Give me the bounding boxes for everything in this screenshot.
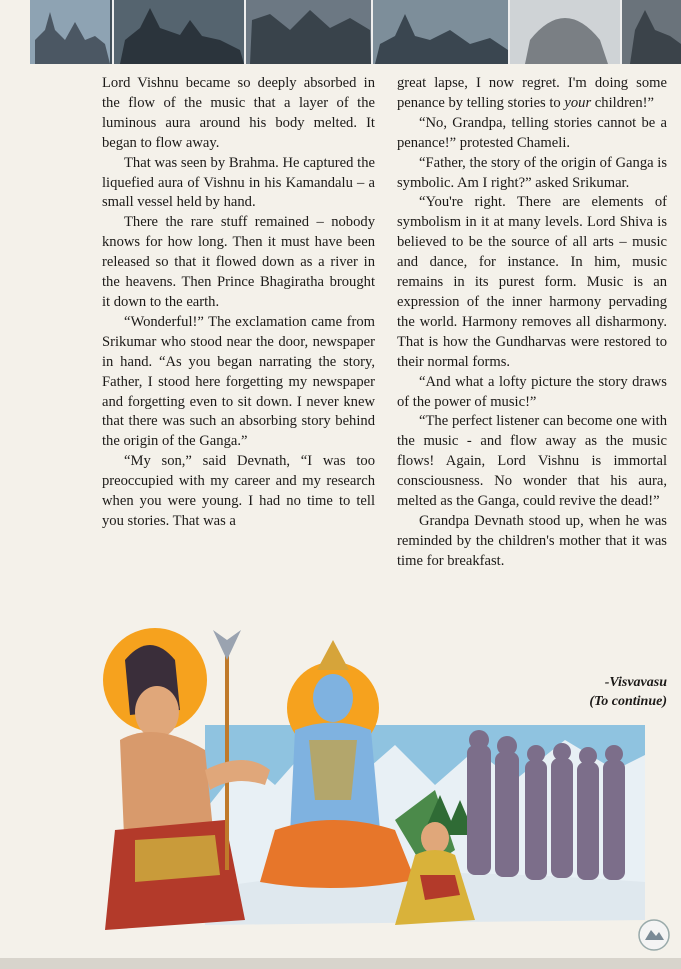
- paragraph: “And what a lofty picture the story draws of the power of music!”: [397, 373, 667, 410]
- deities-illustration-image: [95, 620, 655, 938]
- paragraph: “My son,” said Devnath, “I was too preoccupied with my career and my research when you were young. I had no time to tell you stories. That was a: [102, 453, 375, 529]
- right-text-column: [397, 74, 667, 572]
- author-name: -Visvavasu: [604, 675, 667, 690]
- header-photo-banner: [30, 0, 681, 64]
- paragraph: “You're right. There are elements of symbolism in it at many levels. Lord Shiva is believed to be the source of all arts – music and dance, for instance. In him, music remains in its purest form. Music is an expression of the inner harmony pervading the world. Harmony removes all disharmony. That is how the Gundharvas were restored to their normal forms.: [397, 194, 667, 370]
- paragraph: [397, 74, 667, 114]
- paragraph: “No, Grandpa, telling stories cannot be a penance!” protested Chameli.: [397, 114, 667, 151]
- publisher-logo: [637, 918, 671, 957]
- story-illustration: [95, 620, 655, 938]
- to-continue-note: (To continue): [589, 694, 667, 709]
- text-run: great lapse, I now regret. I'm doing some penance by telling stories to: [397, 75, 667, 111]
- paragraph: “Father, the story of the origin of Ganga is symbolic. Am I right?” asked Srikumar.: [397, 154, 667, 191]
- paragraph: “The perfect listener can become one with the music - and flow away as the music flows! Again, Lord Vishnu is immortal consciousness. No wonder that his aura, melted as the Ganga, could revive the dead!”: [397, 413, 667, 510]
- page-bottom-edge: [0, 958, 681, 969]
- paragraph: “Wonderful!” The exclamation came from Srikumar who stood near the door, newspaper in hand. “As you began narrating the story, Father, I stood here forgetting my newspaper and forgetting even to sit down. I never knew that there was such an absorbing story behind the origin of the Ganga.”: [102, 313, 375, 450]
- temple-skyline-image: [30, 0, 681, 64]
- left-text-column: [102, 74, 375, 532]
- paragraph: Lord Vishnu became so deeply absorbed in the flow of the music that a layer of the luminous aura around his body melted. It began to flow away.: [102, 75, 375, 151]
- paragraph: There the rare stuff remained – nobody knows for how long. Then it must have been released so that it flowed down as a river in the heavens. Then Prince Bhagiratha brought it down to the earth.: [102, 214, 375, 310]
- paragraph: Grandpa Devnath stood up, when he was reminded by the children's mother that it was time for breakfast.: [397, 512, 667, 569]
- logo-icon: [637, 918, 671, 952]
- emphasis: your: [564, 94, 592, 111]
- text-run: children!”: [591, 94, 654, 111]
- paragraph: That was seen by Brahma. He captured the liquefied aura of Vishnu in his Kamandalu – a small vessel held by hand.: [102, 154, 375, 211]
